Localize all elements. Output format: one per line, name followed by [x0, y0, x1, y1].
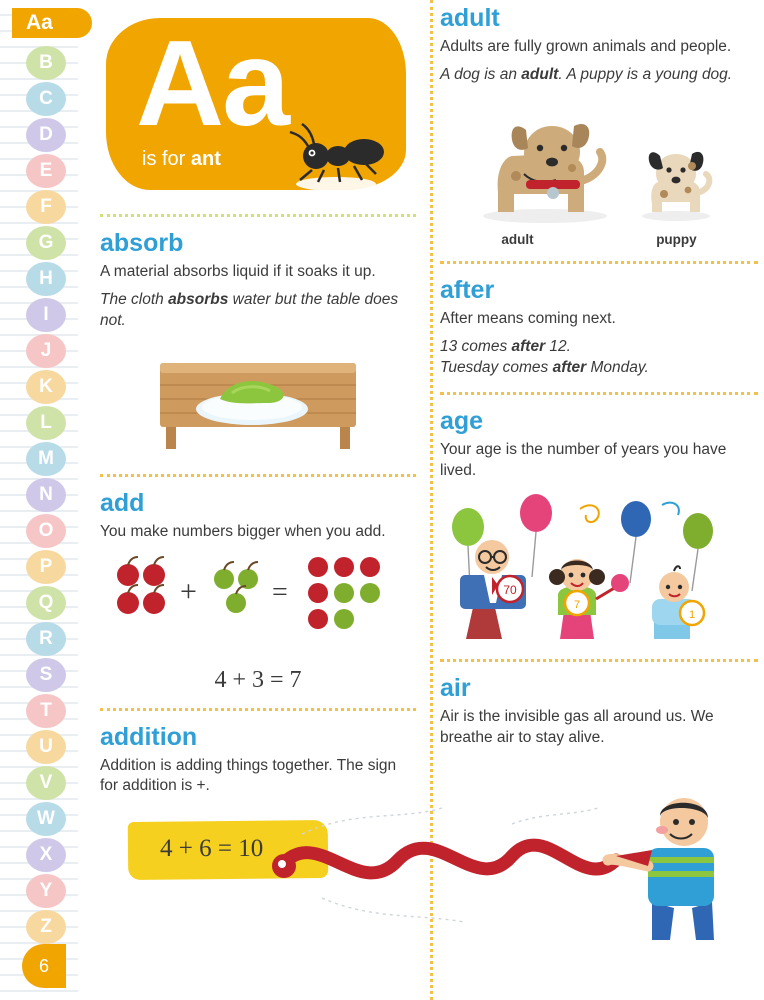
rail-letter-w-label: W — [37, 808, 55, 829]
rail-letter-d-label: D — [39, 124, 53, 145]
rail-letter-o-label: O — [38, 520, 54, 541]
caption-puppy: puppy — [656, 231, 697, 247]
age-badge-1: 1 — [688, 609, 696, 622]
rail-letter-f[interactable] — [26, 190, 66, 224]
rail-letter-list — [0, 0, 78, 1000]
entry-age-definition: Your age is the number of years you have lived. — [440, 441, 727, 479]
rail-letter-z[interactable] — [26, 910, 66, 944]
rail-letter-s-label: S — [39, 664, 53, 685]
absorb-illustration — [100, 341, 416, 460]
entry-adult-example — [440, 65, 758, 85]
rail-letter-o[interactable] — [26, 514, 66, 548]
page-number-label: 6 — [38, 955, 49, 976]
rail-letter-h[interactable] — [26, 262, 66, 296]
rail-letter-r[interactable] — [26, 622, 66, 656]
entry-absorb-title: absorb — [100, 229, 184, 257]
rail-letter-v-label: V — [39, 772, 53, 793]
entry-after-title: after — [440, 275, 495, 304]
entry-adult — [440, 0, 758, 247]
addition-sum: 4 + 6 = 10 — [160, 834, 264, 862]
entry-air-title: air — [440, 674, 471, 703]
rail-letter-l[interactable] — [26, 406, 66, 440]
page-content — [92, 0, 764, 1000]
rail-letter-j-label: J — [40, 340, 52, 361]
entry-add-definition: You make numbers bigger when you add. — [100, 523, 386, 541]
rail-letter-j[interactable] — [26, 334, 66, 368]
rail-letter-p[interactable] — [26, 550, 66, 584]
right-column — [440, 0, 758, 756]
is-for-word: ant — [190, 148, 221, 170]
entry-adult-definition: Adults are fully grown animals and people. — [440, 38, 732, 55]
rail-letter-current[interactable] — [12, 8, 92, 38]
entry-add — [100, 489, 416, 693]
rail-letter-v[interactable] — [26, 766, 66, 800]
rail-letter-f-label: F — [40, 196, 52, 217]
rail-letter-d[interactable] — [26, 118, 66, 152]
rail-letter-n[interactable] — [26, 478, 66, 512]
rail-letter-t[interactable] — [26, 694, 66, 728]
divider-age — [440, 392, 758, 395]
rail-letter-h-label: H — [39, 268, 53, 289]
rail-letter-p-label: P — [39, 556, 53, 577]
example-bold: adult — [521, 66, 559, 84]
rail-letter-g-label: G — [38, 232, 54, 253]
age-illustration — [440, 491, 758, 645]
entry-after-definition: After means coming next. — [440, 309, 616, 327]
entry-age — [440, 407, 758, 645]
rail-letter-k-label: K — [39, 376, 53, 397]
rail-letter-i[interactable] — [26, 298, 66, 332]
entry-absorb — [100, 229, 416, 460]
rail-letter-c-label: C — [39, 88, 53, 109]
entry-after-example — [440, 337, 758, 378]
entry-air — [440, 674, 758, 748]
divider-absorb — [100, 214, 416, 217]
rail-letter-k[interactable] — [26, 370, 66, 404]
caption-adult: adult — [501, 231, 534, 247]
dog-puppy-illustration — [440, 96, 758, 230]
rail-letter-i-label: I — [43, 304, 49, 325]
entry-absorb-definition: A material absorbs liquid if it soaks it up. — [100, 263, 376, 280]
example2-bold: after — [552, 358, 587, 376]
divider-after — [440, 261, 758, 264]
rail-letter-g[interactable] — [26, 226, 66, 260]
divider-add — [100, 474, 416, 477]
entry-after — [440, 276, 758, 378]
rail-letter-l-label: L — [40, 412, 52, 433]
adult-captions — [440, 232, 758, 247]
rail-letter-e-label: E — [39, 160, 53, 181]
add-illustration — [100, 553, 416, 661]
example-pre: The cloth — [100, 291, 169, 309]
rail-letter-t-label: T — [40, 700, 52, 721]
is-for-line — [142, 148, 221, 171]
big-letter: Aa — [136, 15, 288, 151]
example1-post: 12. — [545, 338, 571, 356]
ant-illustration — [268, 118, 398, 192]
example-post: water but the table does not. — [100, 291, 399, 329]
svg-text:+: + — [180, 574, 197, 608]
rail-letter-u[interactable] — [26, 730, 66, 764]
rail-letter-r-label: R — [39, 628, 53, 649]
entry-addition-title: addition — [100, 722, 198, 751]
divider-air — [440, 659, 758, 662]
rail-letter-e[interactable] — [26, 154, 66, 188]
example-pre: A dog is an — [440, 66, 522, 84]
age-badge-70: 70 — [503, 583, 517, 598]
rail-letter-m[interactable] — [26, 442, 66, 476]
example2-post: Monday. — [586, 358, 649, 376]
add-sum: 4 + 3 = 7 — [214, 666, 302, 693]
example2-pre: Tuesday comes — [440, 358, 553, 376]
rail-letter-y[interactable] — [26, 874, 66, 908]
rail-letter-c[interactable] — [26, 82, 66, 116]
divider-addition — [100, 708, 416, 711]
example-bold: absorbs — [168, 291, 229, 309]
letter-header-blob — [100, 10, 416, 200]
left-column — [100, 6, 416, 897]
is-for-prefix: is for — [142, 148, 191, 170]
entry-absorb-example — [100, 290, 416, 331]
rail-letter-q[interactable] — [26, 586, 66, 620]
example1-bold: after — [511, 338, 546, 356]
air-illustration — [92, 790, 764, 950]
example-post: . A puppy is a young dog. — [558, 66, 733, 84]
alphabet-rail — [0, 0, 78, 1000]
rail-letter-s[interactable] — [26, 658, 66, 692]
rail-letter-u-label: U — [39, 736, 53, 757]
entry-age-title: age — [440, 407, 484, 436]
page-number — [22, 944, 66, 988]
rail-letter-x-label: X — [39, 844, 53, 865]
entry-adult-title: adult — [440, 4, 500, 32]
rail-letter-n-label: N — [39, 484, 53, 505]
example1-pre: 13 comes — [440, 338, 512, 356]
entry-add-title: add — [100, 489, 145, 518]
rail-letter-b[interactable] — [26, 46, 66, 80]
rail-letter-current-label: Aa — [26, 11, 53, 34]
age-badge-7: 7 — [573, 599, 581, 612]
rail-letter-m-label: M — [38, 448, 54, 469]
rail-letter-z-label: Z — [40, 916, 52, 937]
entry-air-definition: Air is the invisible gas all around us. We breathe air to stay alive. — [440, 708, 714, 746]
rail-letter-b-label: B — [39, 52, 53, 73]
entry-addition-definition: Addition is adding things together. The sign for addition is +. — [100, 756, 397, 795]
rail-letter-w[interactable] — [26, 802, 66, 836]
svg-text:=: = — [272, 576, 288, 608]
rail-letter-q-label: Q — [38, 592, 54, 613]
rail-letter-y-label: Y — [39, 880, 53, 901]
rail-letter-x[interactable] — [26, 838, 66, 872]
